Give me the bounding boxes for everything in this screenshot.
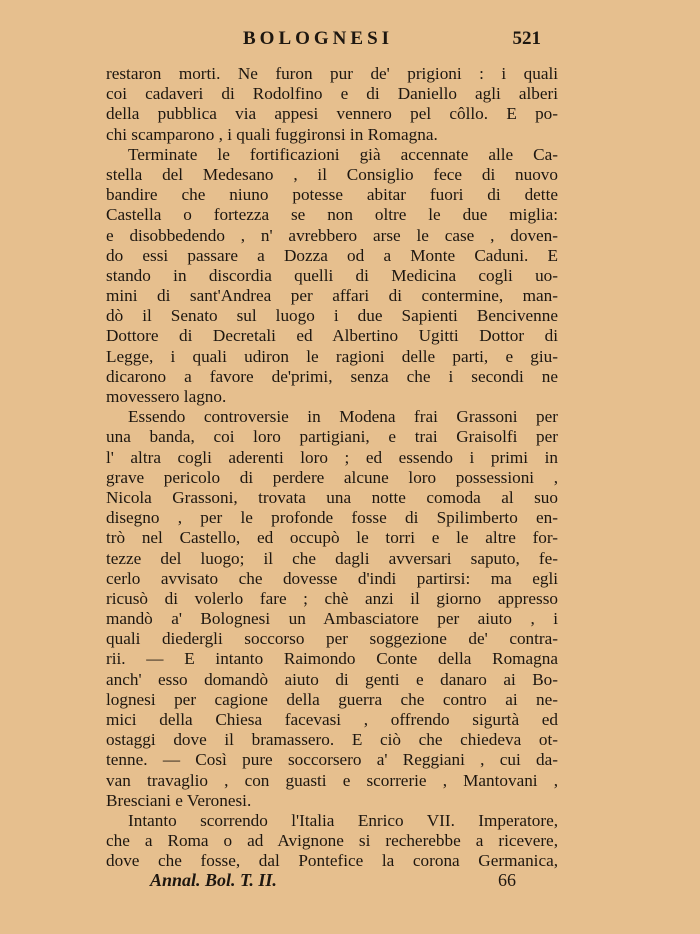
gathering-number: 66 [498, 870, 516, 890]
text-line: do essi passare a Dozza od a Monte Caduni. E [106, 245, 558, 265]
text-line: disegno , per le profonde fosse di Spilimberto en- [106, 508, 558, 528]
text-line: bandire che niuno potesse abitar fuori di dette [106, 185, 558, 205]
text-line: stella del Medesano , il Consiglio fece di nuovo [106, 164, 558, 184]
text-line: coi cadaveri di Rodolfino e di Daniello agli alberi [106, 84, 558, 104]
text-line: rii. — E intanto Raimondo Conte della Romagna [106, 649, 558, 669]
text-line: Terminate le fortificazioni già accennate alle Ca- [128, 144, 558, 164]
text-line: della pubblica via appesi vennero pel côllo. E po- [106, 104, 558, 124]
text-line: anch' esso domandò aiuto di genti e danaro ai Bo- [106, 669, 558, 689]
text-line: trò nel Castello, ed occupò le torri e le altre for- [106, 528, 558, 548]
text-line: Intanto scorrendo l'Italia Enrico VII. Imperatore, [128, 810, 558, 830]
text-line: l' altra cogli aderenti loro ; ed essendo i primi in [106, 447, 558, 467]
text-line: lognesi per cagione della guerra che contro ai ne- [106, 689, 558, 709]
text-line: Nicola Grassoni, trovata una notte comoda al suo [106, 487, 558, 507]
text-line: tenne. — Così pure soccorsero a' Reggiani , cui da- [106, 750, 558, 770]
text-line: chi scamparono , i quali fuggironsi in Romagna. [106, 124, 438, 144]
text-line: quali diedergli soccorso per soggezione de' contra- [106, 629, 558, 649]
text-line: mini di sant'Andrea per affari di contermine, man- [106, 286, 558, 306]
text-line: mandò a' Bolognesi un Ambasciatore per aiuto , i [106, 609, 558, 629]
text-line: una banda, coi loro partigiani, e trai Graisolfi per [106, 427, 558, 447]
text-line: grave pericolo di perdere alcune loro possessioni , [106, 467, 558, 487]
text-line: ostaggi dove il bramassero. E ciò che chiedeva ot- [106, 730, 558, 750]
text-line: stando in discordia quelli di Medicina cogli uo- [106, 265, 558, 285]
text-line: movessero lagno. [106, 387, 227, 406]
text-line: e disobbedendo , n' avrebbero arse le case , doven- [106, 225, 558, 245]
text-line: Castella o fortezza se non oltre le due miglia: [106, 205, 558, 225]
text-line: tezze del luogo; il che dagli avversari saputo, fe- [106, 548, 558, 568]
text-line: dicarono a favore de'primi, senza che i secondi ne [106, 366, 558, 386]
running-title: BOLOGNESI [243, 28, 394, 49]
text-line: dò il Senato sul luogo i due Sapienti Bencivenne [106, 306, 558, 326]
text-line: Dottore di Decretali ed Albertino Ugitti Dottor di [106, 326, 558, 346]
text-line: ricusò di volerlo fare ; chè anzi il giorno appresso [106, 588, 558, 608]
text-line: restaron morti. Ne furon pur de' prigioni : i quali [106, 64, 558, 83]
page-number: 521 [512, 28, 541, 49]
text-line: dove che fosse, dal Pontefice la corona Germanica, [106, 851, 558, 871]
text-line: cerlo avvisato che dovesse d'indi partirsi: ma egli [106, 568, 558, 588]
body-text [106, 64, 558, 872]
signature-mark: Annal. Bol. T. II. [150, 870, 277, 890]
text-line: van travaglio , con guasti e scorrerie , Mantovani , [106, 770, 558, 790]
page-header [105, 28, 557, 54]
text-line: Legge, i quali udiron le ragioni delle parti, e giu- [106, 346, 558, 366]
text-line: che a Roma o ad Avignone si recherebbe a ricevere, [106, 831, 558, 851]
text-line: mici della Chiesa facevasi , offrendo sigurtà ed [106, 710, 558, 729]
page-footer [150, 870, 530, 894]
text-line: Essendo controversie in Modena frai Grassoni per [128, 407, 558, 427]
text-line: Bresciani e Veronesi. [106, 790, 252, 810]
